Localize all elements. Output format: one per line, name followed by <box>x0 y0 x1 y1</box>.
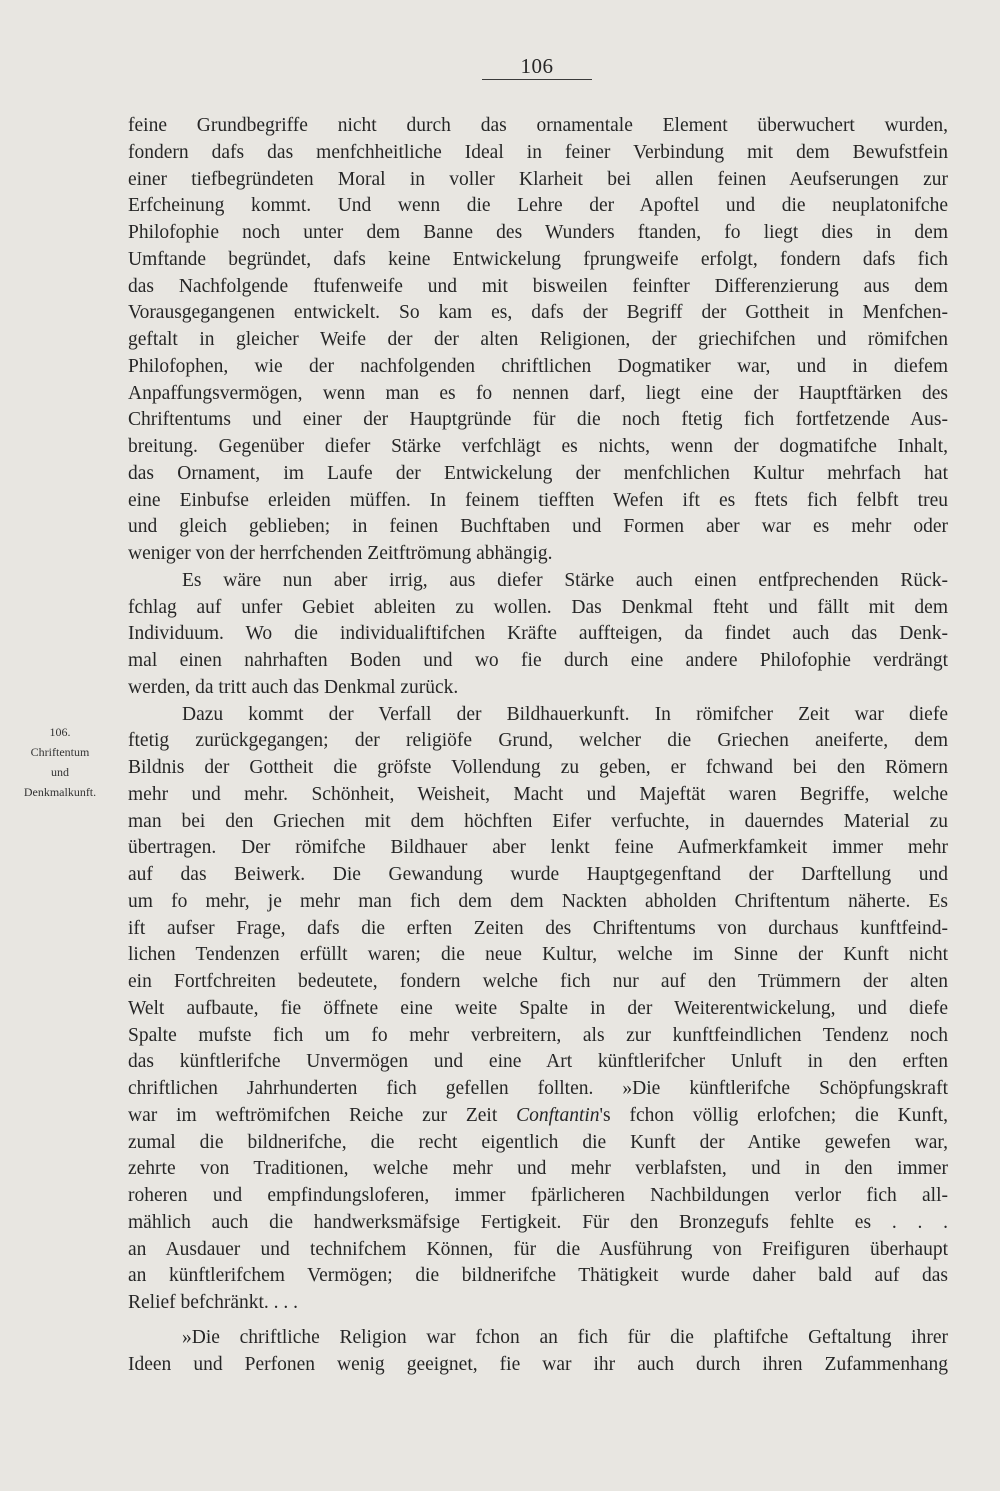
paragraph-2 <box>128 568 948 702</box>
text-line: chriftlichen Jahrhunderten fich gefellen follten. »Die künftlerifche Schöpfungskraft <box>128 1078 948 1099</box>
text-line-with-emphasis <box>128 1103 948 1130</box>
margin-note-line: Denkmalkunft. <box>23 785 97 799</box>
text-line: übertragen. Der römifche Bildhauer aber lenkt feine Aufmerkfamkeit immer mehr <box>128 837 948 859</box>
text-segment: 's fchon völlig erlofchen; die Kunft, <box>599 1104 948 1126</box>
text-line: Umftande begründet, dafs keine Entwickelung fprungweife erfolgt, fondern dafs fich <box>128 248 948 270</box>
text-line: Chriftentums und einer der Hauptgründe für die noch ftetig fich fortfetzende Aus- <box>128 409 948 431</box>
text-line: Relief befchränkt. . . . <box>128 1292 299 1313</box>
text-line: lichen Tendenzen erfüllt waren; die neue Kultur, welche im Sinne der Kunft nicht <box>128 944 948 966</box>
text-line: Spalte mufste fich um fo mehr verbreitern, als zur kunftfeindlichen Tendenz noch <box>128 1024 948 1046</box>
text-line: ein Fortfchreiten bedeutete, fondern welche fich nur auf den Trümmern der alten <box>128 971 948 992</box>
text-line: Bildnis der Gottheit die gröfste Vollendung zu geben, er fchwand bei den Römern <box>128 757 948 778</box>
page-number: 106 <box>520 54 554 78</box>
margin-note-line: und <box>51 765 69 779</box>
text-line: geftalt in gleicher Weife der der alten Religionen, der griechifchen und römifchen <box>128 329 948 350</box>
text-line: Welt aufbaute, fie öffnete eine weite Spalte in der Weiterentwickelung, und diefe <box>128 997 948 1019</box>
text-line: mählich auch die handwerksmäfsige Fertigkeit. Für den Bronzegufs fehlte es . . . <box>128 1211 948 1233</box>
text-line: an Ausdauer und technifchem Können, für die Ausführung von Freifiguren überhaupt <box>128 1238 948 1260</box>
text-line: Philofophen, wie der nachfolgenden chriftlichen Dogmatiker war, und in diefem <box>128 355 948 377</box>
paragraph-gap <box>128 1317 948 1325</box>
paragraph-1 <box>128 113 948 568</box>
text-line: um fo mehr, je mehr man fich dem dem Nackten abholden Chriftentum näherte. Es <box>128 890 948 912</box>
text-line: auf das Beiwerk. Die Gewandung wurde Hauptgegenftand der Darftellung und <box>128 864 948 885</box>
text-line: Individuum. Wo die individualiftifchen Kräfte auffteigen, da findet auch das Denk- <box>128 623 948 645</box>
text-line: eine Einbufse erleiden müffen. In feinem tiefften Wefen ift es ftets fich felbft treu <box>128 489 948 511</box>
emphasized-name: Conftantin <box>516 1104 600 1126</box>
text-line: einer tiefbegründeten Moral in voller Klarheit bei allen feinen Aeufserungen zur <box>128 168 948 190</box>
paragraph-3 <box>128 702 948 1317</box>
text-line: Dazu kommt der Verfall der Bildhauerkunft. In römifcher Zeit war diefe <box>182 703 948 725</box>
text-line: roheren und empfindungsloferen, immer fpärlicheren Nachbildungen verlor fich all- <box>128 1185 948 1206</box>
text-line: das Nachfolgende ftufenweife und mit bisweilen feinfter Differenzierung aus dem <box>128 275 948 297</box>
text-line: Erfcheinung kommt. Und wenn die Lehre der Apoftel und die neuplatonifche <box>128 195 948 217</box>
text-line: Ideen und Perfonen wenig geeignet, fie war ihr auch durch ihren Zufammenhang <box>128 1353 948 1375</box>
text-line: fondern dafs das menfchheitliche Ideal in feiner Verbindung mit dem Bewufstfein <box>128 141 948 163</box>
text-line: man bei den Griechen mit dem höchften Eifer verfuchte, in dauerndes Material zu <box>128 810 948 832</box>
paragraph-4 <box>128 1325 948 1379</box>
text-line: ift aufser Frage, dafs die erften Zeiten des Chriftentums von durchaus kunftfeind- <box>128 917 948 939</box>
margin-note-number: 106. <box>49 725 71 739</box>
margin-note <box>0 722 120 802</box>
text-line: das Ornament, im Laufe der Entwickelung der menfchlichen Kultur mehrfach hat <box>128 462 948 484</box>
text-line: Vorausgegangenen entwickelt. So kam es, dafs der Begriff der Gottheit in Menfchen- <box>128 302 948 324</box>
text-line: zehrte von Traditionen, welche mehr und mehr verblafsten, und in den immer <box>128 1158 948 1180</box>
text-line: werden, da tritt auch das Denkmal zurück. <box>128 676 459 698</box>
text-line: das künftlerifche Unvermögen und eine Art künftlerifcher Unluft in den erften <box>128 1051 948 1073</box>
text-segment: war im weftrömifchen Reiche zur Zeit <box>128 1104 517 1126</box>
text-line: zumal die bildnerifche, die recht eigentlich die Kunft der Antike gewefen war, <box>128 1131 948 1153</box>
text-line: feine Grundbegriffe nicht durch das ornamentale Element überwuchert wurden, <box>128 115 948 136</box>
text-line: fchlag auf unfer Gebiet ableiten zu wollen. Das Denkmal fteht und fällt mit dem <box>128 596 948 618</box>
margin-note-line: Chriftentum <box>30 745 90 759</box>
body-text <box>128 113 948 1378</box>
text-line: Es wäre nun aber irrig, aus diefer Stärke auch einen entfprechenden Rück- <box>182 569 948 591</box>
text-line: mal einen nahrhaften Boden und wo fie durch eine andere Philofophie verdrängt <box>128 650 948 671</box>
text-line: mehr und mehr. Schönheit, Weisheit, Macht und Majeftät waren Begriffe, welche <box>128 783 948 805</box>
text-line: »Die chriftliche Religion war fchon an fich für die plaftifche Geftaltung ihrer <box>182 1326 948 1348</box>
page-number-rule <box>482 79 592 80</box>
text-line: ftetig zurückgegangen; der religiöfe Grund, welcher die Griechen aneiferte, dem <box>128 730 948 752</box>
text-line: Anpaffungsvermögen, wenn man es fo nennen darf, liegt eine der Hauptftärken des <box>128 382 948 404</box>
text-line: an künftlerifchem Vermögen; die bildnerifche Thätigkeit wurde daher bald auf das <box>128 1265 948 1287</box>
text-line: weniger von der herrfchenden Zeitftrömung abhängig. <box>128 543 553 564</box>
text-line: und gleich geblieben; in feinen Buchftaben und Formen aber war es mehr oder <box>128 516 948 538</box>
text-line: Philofophie noch unter dem Banne des Wunders ftanden, fo liegt dies in dem <box>128 222 948 243</box>
text-line: breitung. Gegenüber diefer Stärke verfchlägt es nichts, wenn der dogmatifche Inhalt, <box>128 436 948 457</box>
